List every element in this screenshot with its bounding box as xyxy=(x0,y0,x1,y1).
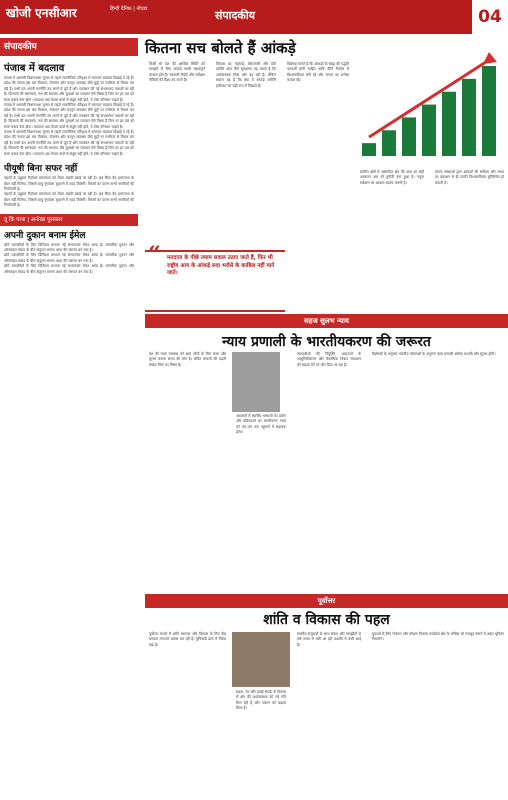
section-title: संपादकीय xyxy=(215,9,256,22)
newspaper-logo: खोजी एनसीआर xyxy=(6,6,77,20)
pull-quote xyxy=(145,242,285,312)
northeast-column-3: स्थानीय समुदायों के साथ संवाद और समझौतों से लंबे समय से चली आ रही अशांति में कमी आई है। xyxy=(297,632,361,647)
quote-mark-icon: “ xyxy=(148,242,161,268)
chart-bar xyxy=(362,143,376,156)
northeast-building-photo xyxy=(232,632,290,687)
second-article-body-2: वाहनों के प्रदूषण नियंत्रण प्रमाणपत्र को लेकर सख्ती बढ़ाई जा रही है। अब बिना वैध प्रमाणपत्र के ईंधन नहीं मिलेगा, जिससे वायु गुणवत्ता सुधारने में मदद मिलेगी। नियमों का पालन सभी नागरिकों की जिम्मेदारी है। xyxy=(4,192,134,208)
quote-article-body-3: छोटे व्यापारियों के लिए डिजिटल माध्यम नई संभावनाएं लेकर आया है। पारंपरिक दुकान और ऑनलाइन संवाद के बीच संतुलन बनाना आज की जरूरत बन गया है। xyxy=(4,264,134,274)
editorial-section-label: संपादकीय xyxy=(0,38,138,56)
chart-bar xyxy=(482,66,496,156)
chart-bar xyxy=(462,79,476,156)
dateline: हिन्दी दैनिक | नोएडा xyxy=(110,6,148,12)
chart-bar xyxy=(382,130,396,156)
second-article-title: पीयूषी बिना सफर नहीं xyxy=(4,164,78,175)
article-column-2: विकास दर, महंगाई, बेरोजगारी और प्रति व्यक्ति आय जैसे सूचकांक यह बताते हैं कि अर्थव्यवस्था किस ओर बढ़ रही है। लेकिन सवाल यह है कि क्या ये आंकड़े जमीनी हकीकत को सही रूप में दिखाते हैं। xyxy=(216,62,276,88)
article-column-5: स्वतंत्र संस्थाओं द्वारा आंकड़ों की समीक्षा और समय पर प्रकाशन से ही उनकी विश्वसनीयता सुनिश्चित हो सकती है। xyxy=(435,170,504,185)
section-banner-northeast: पूर्वोत्तर xyxy=(145,594,508,608)
chart-bar xyxy=(402,117,416,156)
section-banner-justice: सहज सुलभ न्याय xyxy=(145,314,508,328)
justice-column-1: देश की न्याय व्यवस्था को आम लोगों के लिए सरल और सुलभ बनाना समय की मांग है। लंबित मामलों की बढ़ती संख्या चिंता का विषय है। xyxy=(149,352,226,367)
trend-arrow-head-icon xyxy=(483,52,497,64)
chart-bar xyxy=(422,105,436,156)
justice-portrait-photo xyxy=(232,352,280,412)
justice-column-2: अदालतों में स्थानीय भाषाओं का प्रयोग और प्रक्रियाओं का सरलीकरण न्याय को जन-जन तक पहुंचाने में सहायक होगा। xyxy=(236,414,286,435)
masthead xyxy=(0,0,508,34)
chart-bar xyxy=(442,92,456,156)
northeast-column-4: युवाओं के लिए रोजगार और कौशल विकास कार्यक्रम क्षेत्र के भविष्य को मजबूत बनाने में अहम भूमिका निभाएंगे। xyxy=(372,632,504,642)
main-headline: कितना सच बोलते हैं आंकड़े xyxy=(145,39,296,57)
pull-quote-text: मतदाता के पीछे तमाम सवाल उठाए जाते हैं, फिर भी राष्ट्रीय आय के आंकड़े सदा भरोसे के काबिल नहीं माने जाते। xyxy=(167,255,275,276)
quote-article-title: अपनी दुकान बनाम ईमेल xyxy=(4,230,86,241)
northeast-headline: शांति व विकास की पहल xyxy=(263,612,390,628)
northeast-column-2: सड़क, रेल और हवाई संपर्क के विस्तार से क्षेत्र की अर्थव्यवस्था को नई गति मिल रही है और पर्यटन को बढ़ावा मिला है। xyxy=(236,690,286,711)
quote-article-body: छोटे व्यापारियों के लिए डिजिटल माध्यम नई संभावनाएं लेकर आया है। पारंपरिक दुकान और ऑनलाइन संवाद के बीच संतुलन बनाना आज की जरूरत बन गया है। xyxy=(4,242,134,252)
editorial-body-continued-2: पंजाब में आगामी विधानसभा चुनाव से पहले राजनीतिक परिदृश्य में लगातार बदलाव दिखाई दे रहे हैं। प्रदेश की जनता इस बार विकास, रोजगार और कानून व्यवस्था जैसे मुद्दों पर गंभीरता से विचार कर रही है। सभी दल अपनी रणनीति तय करने में जुटे हैं और गठबंधन की नई संभावनाएं तलाशी जा रही हैं। किसानों की समस्याएं, नशे की समस्या और युवाओं का पलायन ऐसे विषय हैं जिन पर हर दल को स्पष्ट जवाब देना होगा। मतदाता अब केवल वादों से संतुष्ट नहीं होते, वे ठोस परिणाम चाहते हैं। xyxy=(4,130,134,156)
editorial-title: पंजाब में बदलाव xyxy=(4,63,65,74)
northeast-column-1: पूर्वोत्तर राज्यों में शांति स्थापना और विकास के लिए केंद्र सरकार लगातार प्रयास कर रही है। बुनियादी ढांचे में निवेश बढ़ा है। xyxy=(149,632,226,647)
article-column-4: ग्रामीण क्षेत्रों में असंगठित क्षेत्र की आय का सही आकलन अब भी चुनौती बना हुआ है। नमूना सर्वेक्षण का आकार बढ़ाना जरूरी है। xyxy=(360,170,424,185)
justice-column-3: न्यायाधीशों की नियुक्ति, अदालतों के आधुनिकीकरण और वैकल्पिक विवाद समाधान को बढ़ावा देने पर जोर दिया जा रहा है। xyxy=(297,352,361,367)
chart-illustration xyxy=(350,38,508,168)
editorial-body-continued: पंजाब में आगामी विधानसभा चुनाव से पहले राजनीतिक परिदृश्य में लगातार बदलाव दिखाई दे रहे हैं। प्रदेश की जनता इस बार विकास, रोजगार और कानून व्यवस्था जैसे मुद्दों पर गंभीरता से विचार कर रही है। सभी दल अपनी रणनीति तय करने में जुटे हैं और गठबंधन की नई संभावनाएं तलाशी जा रही हैं। किसानों की समस्याएं, नशे की समस्या और युवाओं का पलायन ऐसे विषय हैं जिन पर हर दल को स्पष्ट जवाब देना होगा। मतदाता अब केवल वादों से संतुष्ट नहीं होते, वे ठोस परिणाम चाहते हैं। xyxy=(4,103,134,129)
quote-article-body-2: छोटे व्यापारियों के लिए डिजिटल माध्यम नई संभावनाएं लेकर आया है। पारंपरिक दुकान और ऑनलाइन संवाद के बीच संतुलन बनाना आज की जरूरत बन गया है। xyxy=(4,253,134,263)
left-column xyxy=(0,38,138,800)
quote-strip: तू कि पाया | अनोखा पुरस्कार xyxy=(0,214,138,226)
justice-column-4: विशेषज्ञों के अनुसार भारतीय परंपराओं के अनुरूप न्याय प्रणाली अधिक प्रभावी और सुलभ होगी। xyxy=(372,352,496,356)
article-column-3: विशेषज्ञ मानते हैं कि आंकड़ों के संग्रह की पद्धति पारदर्शी होनी चाहिए ताकि नीति निर्माण में विश्वसनीयता बनी रहे और जनता का भरोसा कायम रहे। xyxy=(287,62,349,83)
justice-headline: न्याय प्रणाली के भारतीयकरण की जरूरत xyxy=(222,334,431,350)
bar-chart xyxy=(350,38,508,168)
article-column-1: किसी भी देश की आर्थिक स्थिति को समझने के लिए आंकड़े सबसे महत्वपूर्ण माध्यम होते हैं। सरकारी रिपोर्ट और सर्वेक्षण नीतियों की दिशा तय करते हैं। xyxy=(149,62,205,83)
second-article-body: वाहनों के प्रदूषण नियंत्रण प्रमाणपत्र को लेकर सख्ती बढ़ाई जा रही है। अब बिना वैध प्रमाणपत्र के ईंधन नहीं मिलेगा, जिससे वायु गुणवत्ता सुधारने में मदद मिलेगी। नियमों का पालन सभी नागरिकों की जिम्मेदारी है। xyxy=(4,176,134,191)
page-number: 04 xyxy=(470,0,508,34)
editorial-body: पंजाब में आगामी विधानसभा चुनाव से पहले राजनीतिक परिदृश्य में लगातार बदलाव दिखाई दे रहे हैं। प्रदेश की जनता इस बार विकास, रोजगार और कानून व्यवस्था जैसे मुद्दों पर गंभीरता से विचार कर रही है। सभी दल अपनी रणनीति तय करने में जुटे हैं और गठबंधन की नई संभावनाएं तलाशी जा रही हैं। किसानों की समस्याएं, नशे की समस्या और युवाओं का पलायन ऐसे विषय हैं जिन पर हर दल को स्पष्ट जवाब देना होगा। मतदाता अब केवल वादों से संतुष्ट नहीं होते, वे ठोस परिणाम चाहते हैं। xyxy=(4,76,134,102)
